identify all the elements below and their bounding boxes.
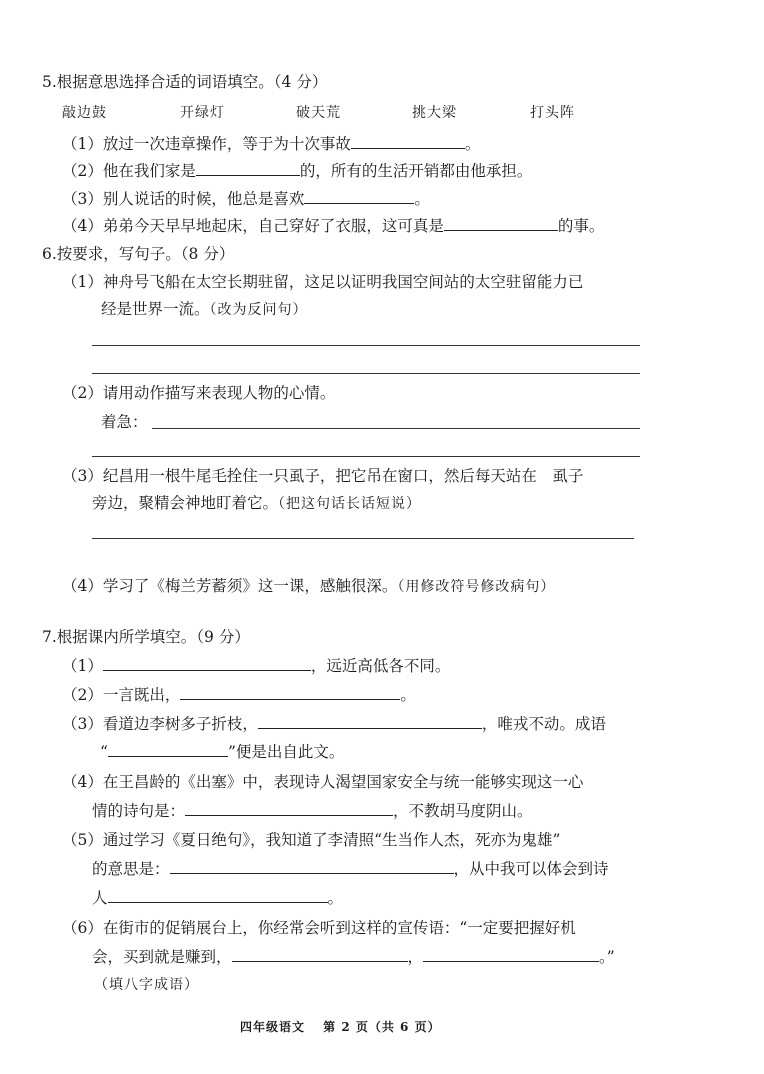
q6-item-1-answer-line-1[interactable] <box>92 345 640 346</box>
q6-item-1-hint: （改为反问句） <box>209 302 308 318</box>
q5-item-4-blank[interactable] <box>444 216 558 231</box>
q6-item-1-line-1: （1）神舟号飞船在太空长期驻留，这足以证明我国空间站的太空驻留能力已 <box>62 273 584 291</box>
q6-item-1-line-2: 经是世界一流。（改为反问句） <box>101 300 308 318</box>
q7-item-2: （2）一言既出， 。 <box>62 686 416 704</box>
q6-item-3-line-2: 旁边，聚精会神地盯着它。（把这句话长话短说） <box>92 494 422 512</box>
q5-item-3: （3）别人说话的时候，他总是喜欢 。 <box>62 190 430 208</box>
q7-item-3-blank-1[interactable] <box>258 714 482 729</box>
q5-item-2: （2）他在我们家是 的，所有的生活开销都由他承担。 <box>62 162 533 180</box>
q6-item-2: （2）请用动作描写来表现人物的心情。 <box>62 384 336 402</box>
q7-item-4-line-2: 情的诗句是： ，不教胡马度阴山。 <box>92 802 533 820</box>
page-footer: 四年级语文 第 2 页（共 6 页） <box>240 1020 441 1034</box>
q5-item-2-blank[interactable] <box>196 161 300 176</box>
q7-item-1-blank[interactable] <box>103 656 311 671</box>
q6-item-3-line-1: （3）纪昌用一根牛尾毛拴住一只虱子，把它吊在窗口，然后每天站在 虱子 <box>62 467 584 485</box>
q7-item-2-blank[interactable] <box>180 685 400 700</box>
q6-item-3-hint: （把这句话长话短说） <box>278 496 422 512</box>
q7-item-5-line-2: 的意思是： ，从中我可以体会到诗 <box>92 860 609 878</box>
q5-item-4: （4）弟弟今天早早地起床，自己穿好了衣服，这可真是 的事。 <box>62 217 605 235</box>
q5-option-4: 挑大梁 <box>412 105 457 121</box>
q5-option-5: 打头阵 <box>530 105 575 121</box>
q6-item-4-hint: （用修改符号修改病句） <box>397 579 556 595</box>
q7-title: 7.根据课内所学填空。（9 分） <box>42 628 250 646</box>
q7-item-6-blank-1[interactable] <box>232 947 408 962</box>
q5-option-2: 开绿灯 <box>180 105 225 121</box>
q7-item-5-blank-1[interactable] <box>170 859 454 874</box>
q5-item-3-blank[interactable] <box>304 189 414 204</box>
q7-item-5-line-3: 人 。 <box>92 889 344 907</box>
q7-item-6-line-1: （6）在街市的促销展台上，你经常会听到这样的宣传语：“一定要把握好机 <box>62 919 576 937</box>
q7-item-6-hint: （填八字成语） <box>94 977 199 993</box>
q7-item-6-blank-2[interactable] <box>423 947 599 962</box>
q7-item-3-line-1: （3）看道边李树多子折枝， ，唯戎不动。成语 <box>62 715 606 733</box>
q7-item-1: （1） ，远近高低各不同。 <box>62 657 451 675</box>
q6-item-2-answer-line-1[interactable] <box>152 428 640 429</box>
q7-item-6-line-2: 会，买到就是赚到， ， 。” <box>92 948 615 966</box>
q5-item-1-blank[interactable] <box>351 134 465 149</box>
q7-item-5-line-1: （5）通过学习《夏日绝句》，我知道了李清照“生当作人杰，死亦为鬼雄” <box>62 831 561 849</box>
q5-option-1: 敲边鼓 <box>62 105 107 121</box>
q7-item-3-line-2: “ ”便是出自此文。 <box>100 743 345 761</box>
q6-item-2-label: 着急： <box>101 413 148 431</box>
q7-item-5-blank-2[interactable] <box>108 888 328 903</box>
q7-item-3-blank-2[interactable] <box>108 742 228 757</box>
q6-item-3-answer-line[interactable] <box>92 538 634 539</box>
q7-item-4-blank[interactable] <box>185 801 393 816</box>
q6-item-1-answer-line-2[interactable] <box>92 373 640 374</box>
q5-item-1: （1）放过一次违章操作，等于为十次事故 。 <box>62 135 481 153</box>
q6-title: 6.按要求，写句子。（8 分） <box>42 245 235 263</box>
q5-title: 5.根据意思选择合适的词语填空。（4 分） <box>42 73 328 91</box>
q6-item-4: （4）学习了《梅兰芳蓄须》这一课，感触很深。（用修改符号修改病句） <box>62 577 556 595</box>
q5-option-3: 破天荒 <box>296 105 341 121</box>
q7-item-4-line-1: （4）在王昌龄的《出塞》中，表现诗人渴望国家安全与统一能够实现这一心 <box>62 773 584 791</box>
q6-item-2-answer-line-2[interactable] <box>92 456 640 457</box>
